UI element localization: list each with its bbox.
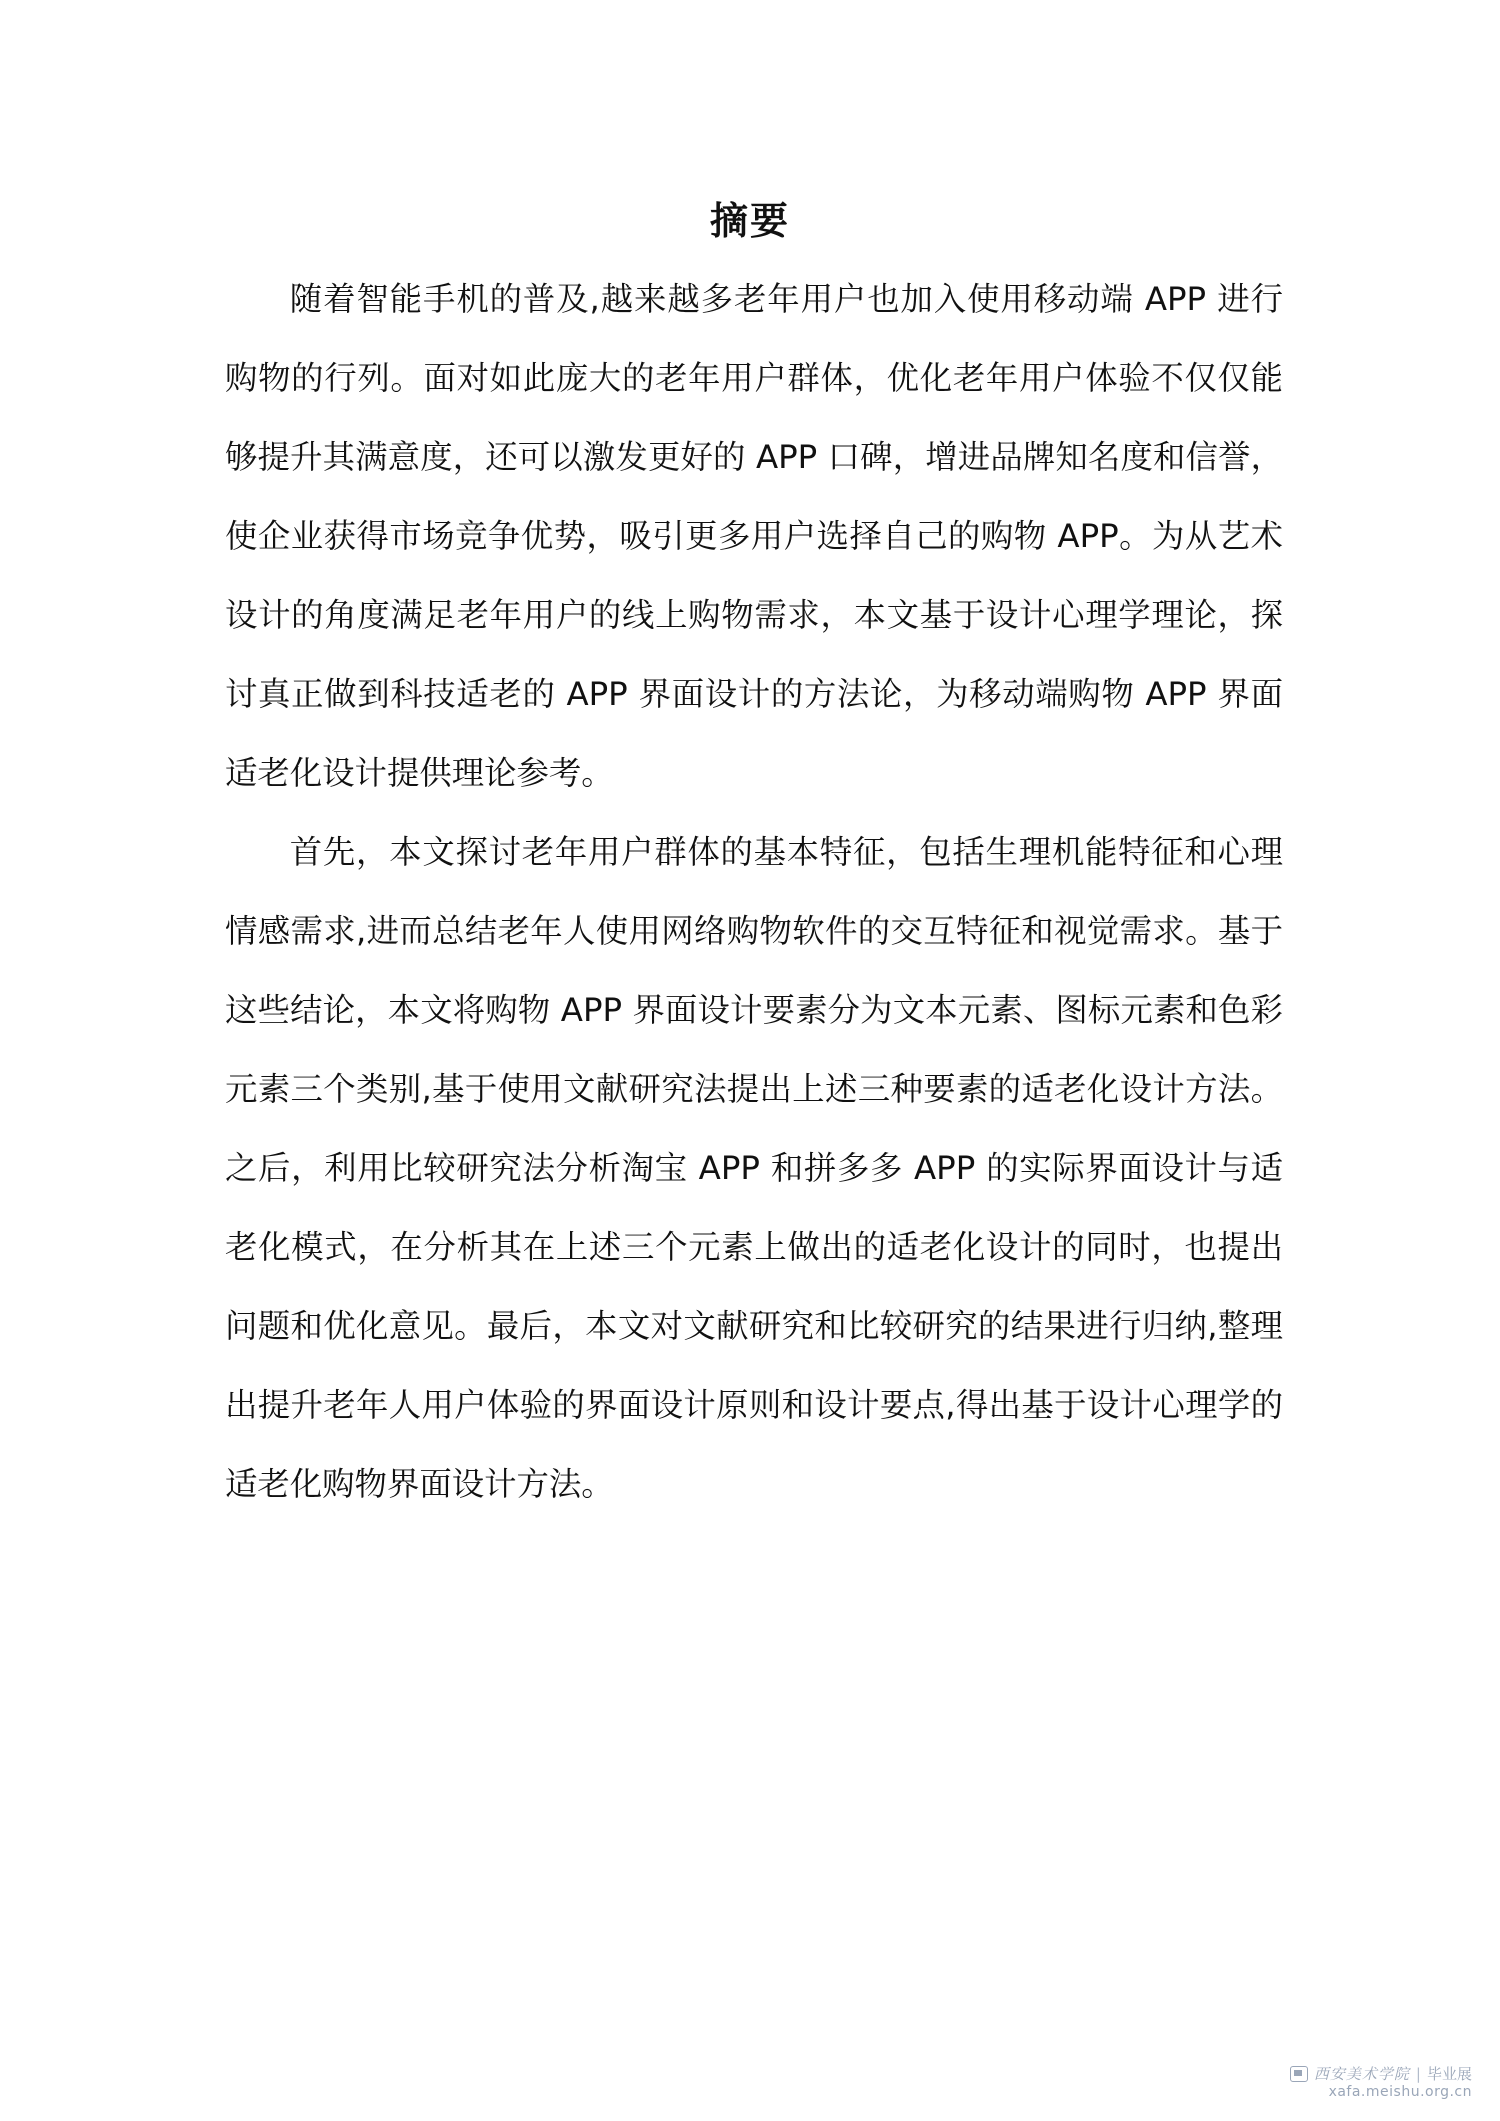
watermark-separator: | [1415,2065,1421,2083]
abstract-body [225,260,1283,1524]
watermark-header [1290,2065,1472,2083]
watermark-url: xafa.meishu.org.cn [1328,2084,1472,2100]
school-logo-icon [1290,2066,1308,2082]
watermark [1290,2065,1472,2101]
watermark-school: 西安美术学院 [1313,2065,1410,2083]
abstract-paragraph-2: 首先，本文探讨老年用户群体的基本特征，包括生理机能特征和心理情感需求,进而总结老年人使用网络购物软件的交互特征和视觉需求。基于这些结论，本文将购物 APP 界面设计要素分为文本元素、图标元素和色彩元素三个类别,基于使用文献研究法提出上述三种要素的适老化设计方法。之后，利用比较研究法分析淘宝 APP 和拼多多 APP 的实际界面设计与适老化模式，在分析其在上述三个元素上做出的适老化设计的同时，也提出问题和优化意见。最后，本文对文献研究和比较研究的结果进行归纳,整理出提升老年人用户体验的界面设计原则和设计要点,得出基于设计心理学的适老化购物界面设计方法。 [225,833,1283,1503]
abstract-paragraph-1: 随着智能手机的普及,越来越多老年用户也加入使用移动端 APP 进行购物的行列。面对如此庞大的老年用户群体，优化老年用户体验不仅仅能够提升其满意度，还可以激发更好的 APP 口碑，增进品牌知名度和信誉，使企业获得市场竞争优势，吸引更多用户选择自己的购物 APP。为从艺术设计的角度满足老年用户的线上购物需求，本文基于设计心理学理论，探讨真正做到科技适老的 APP 界面设计的方法论，为移动端购物 APP 界面适老化设计提供理论参考。 [225,280,1283,792]
page-title: 摘要 [709,199,790,243]
watermark-label: 毕业展 [1426,2065,1472,2083]
